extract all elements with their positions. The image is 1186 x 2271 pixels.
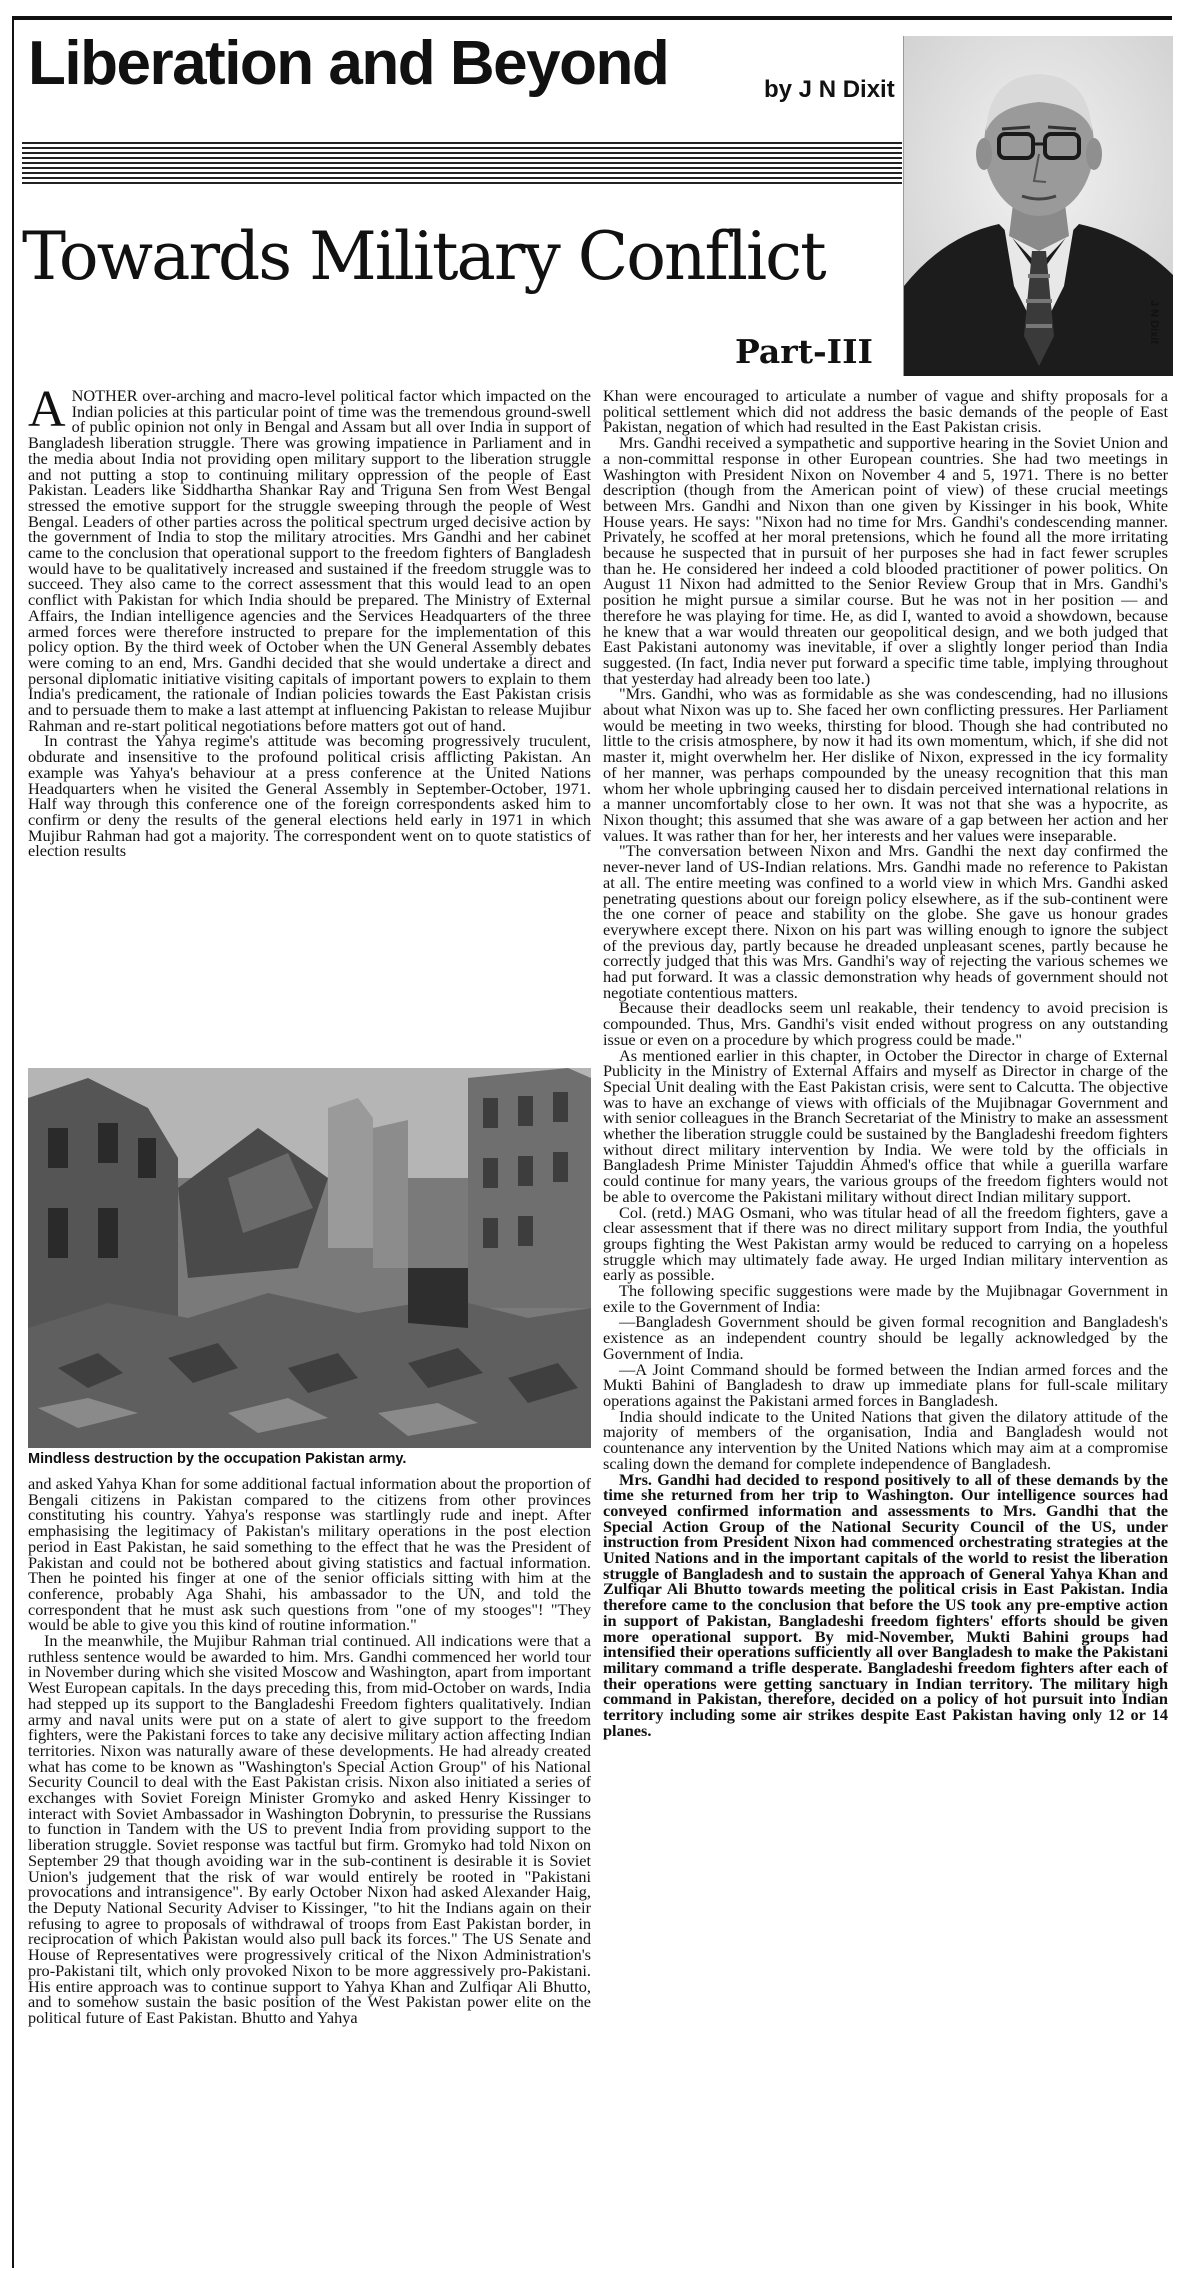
paragraph: Mrs. Gandhi had decided to respond positively to all of these demands by the time she returned from her trip to Washington. Our intelligence sources had conveyed confirmed information and assessments to Mrs. Gandhi that the Special Action Group of the National Security Council of the US, under instruction from President Nixon had commenced orchestrating strategies at the United Nations and in the important capitals of the world to resist the liberation struggle of Bangladesh and to sustain the approach of General Yahya Khan and Zulfiqar Ali Bhutto towards meeting the political crisis in East Pakistan. India therefore came to the conclusion that before the US took any pre-emptive action in support of Pakistan, Bangladeshi freedom fighters' efforts should be given more operational support. By mid-November, Mukti Bahini groups had intensified their operations sufficiently all over Bangladesh to make the Pakistani military command a trifle desperate. Bangladeshi freedom fighters after each of their operations were getting sanctuary in Indian territory. The military high command in Pakistan, therefore, decided on a policy of hot pursuit into Indian territory including some air strikes despite East Pakistan having only 12 or 14 planes. [603, 1469, 1168, 1740]
ruins-photo [28, 1068, 591, 1448]
masthead [22, 26, 902, 106]
author-portrait [903, 36, 1173, 376]
paragraph: —Bangladesh Government should be given formal recognition and Bangladesh's existence as an independent country should be legally acknowledged by the Government of India. [603, 1312, 1168, 1363]
paragraph: Col. (retd.) MAG Osmani, who was titular head of all the freedom fighters, gave a clear assessment that if there was no direct military support from India, the youthful groups fighting the West Pakistan army would be reduced to carrying on a hopeless struggle which may ultimately fade away. He urged Indian military intervention as early as possible. [603, 1202, 1168, 1285]
byline: by J N Dixit [764, 76, 895, 103]
series-title: Liberation and Beyond [28, 29, 669, 98]
paragraph: The following specific suggestions were made by the Mujibnagar Government in exile to the Government of India: [603, 1281, 1168, 1316]
paragraph: In the meanwhile, the Mujibur Rahman trial continued. All indications were that a ruthless sentence would be awarded to him. Mrs. Gandhi commenced her world tour in November during which she visited Moscow and Washington, apart from important West European capitals. In the days preceding this, from mid-October on wards, India had stepped up its support to the Bangladeshi Freedom fighters qualitatively. Indian army and naval units were put on a state of alert to give support to the freedom fighters, were the Pakistani forces to take any decisive military action affecting Indian territories. Nixon was naturally aware of these developments. He had already created what has come to be known as "Washington's Special Action Group" of his National Security Council to deal with the East Pakistan crisis. Nixon also initiated a series of exchanges with Soviet Foreign Minister Gromyko and asked Henry Kissinger to interact with Soviet Ambassador in Washington Dobrynin, to pressurise the Russians to function in Tandem with the US to prevent India from providing support to the liberation struggle. Soviet response was tactful but firm. Gromyko had told Nixon on September 29 that though avoiding war in the sub-continent is desirable it is Soviet Union's judgement that the risk of war would entirely be rooted in "Pakistani provocations and intransigence". By early October Nixon had asked Alexander Haig, the Deputy National Security Adviser to Kissinger, "to hit the Indians again on their refusing to agree to proposals of withdrawal of troops from East Pakistan border, in reciprocation of which Pakistan would also pull back its forces." The US Senate and House of Representatives were progressively critical of the Nixon Administration's pro-Pakistani tilt, which only provoked Nixon to be more aggressively pro-Pakistani. His entire approach was to continue support to Yahya Khan and Zulfiqar Ali Bhutto, and to somehow sustain the basic position of the West Pakistan power elite on the political future of East Pakistan. Bhutto and Yahya [28, 1631, 591, 2027]
part-label: Part-III [735, 332, 873, 371]
paragraph: ANOTHER over-arching and macro-level political factor which impacted on the Indian policies at this particular point of time was the tremendous ground-swell of public opinion not only in Bengal and Assam but all over India in support of Bangladesh liberation struggle. There was growing impatience in Parliament and in the media about India not providing open military support to the liberation struggle and not putting a stop to continuing military oppression of the people of East Pakistan. Leaders like Siddhartha Shankar Ray and Triguna Sen from West Bengal stressed the emotive support for the struggle sweeping through the people of West Bengal. Leaders of other parties across the political spectrum urged decisive action by the government of India to stop the military atrocities. Mrs Gandhi and her cabinet came to the conclusion that operational support to the freedom fighters of Bangladesh would have to be qualitatively increased and sustained if the freedom struggle was to succeed. They also came to the correct assessment that this would lead to an open conflict with Pakistan for which India should be prepared. The Ministry of External Affairs, the Indian intelligence agencies and the Services Headquarters of the three armed forces were therefore instructed to prepare for the implementation of this policy option. By the third week of October when the UN General Assembly debates were coming to an end, Mrs. Gandhi decided that she would undertake a direct and personal diplomatic initiative visiting capitals of important powers to explain to them India's predicament, the rationale of Indian policies towards the East Pakistan crisis and to persuade them to make a last attempt at influencing Pakistan to release Mujibur Rahman and re-start political negotiations before matters got out of hand. [28, 388, 591, 735]
paragraph: "The conversation between Nixon and Mrs. Gandhi the next day confirmed the never-never land of US-Indian relations. Mrs. Gandhi made no reference to Pakistan at all. The entire meeting was confined to a world view in which Mrs. Gandhi asked penetrating questions about our foreign policy elsewhere, as if the sub-continent were the one corner of peace and stability on the globe. She gave us honour grades everywhere except there. Nixon on his part was willing enough to ignore the subject of the previous day, partly because he dreaded unpleasant scenes, partly because he correctly judged that this was Mrs. Gandhi's way of rejecting the various schemes we had put forward. It was a classic demonstration why heads of government should not negotiate contentious matters. [603, 841, 1168, 1002]
paragraph: —A Joint Command should be formed between the Indian armed forces and the Mukti Bahini of Bangladesh to draw up immediate plans for full-scale military operations against the Pakistani armed forces in Bangladesh. [603, 1359, 1168, 1410]
portrait-photo [904, 36, 1173, 376]
photo-caption: Mindless destruction by the occupation Pakistan army. [28, 1451, 407, 1467]
portrait-credit: J N Dixit [1148, 300, 1160, 345]
top-rule [12, 16, 1172, 20]
paragraph: In contrast the Yahya regime's attitude was becoming progressively truculent, obdurate and insensitive to the profound political crisis afflicting Pakistan. An example was Yahya's behaviour at a press conference at the United Nations Headquarters when he visited the General Assembly in September-October, 1971. Half way through this conference one of the foreign correspondents asked him to confirm or deny the results of the general elections held early in 1971 in which Mujibur Rahman had got a majority. The correspondent went on to quote statistics of election results [28, 731, 591, 861]
column-left-top [28, 388, 591, 1064]
paragraph: As mentioned earlier in this chapter, in October the Director in charge of External Publicity in the Ministry of External Affairs and myself as Director in charge of the Special Unit dealing with the East Pakistan crisis, were sent to Calcutta. The objective was to have an exchange of views with officials of the Mujibnagar Government and with senior colleagues in the Branch Secretariat of the Ministry to make an assessment whether the liberation struggle could be sustained by the Bangladeshi freedom fighters without direct military intervention by India. We were told by the officials in Bangladesh Prime Minister Tajuddin Ahmed's office that while a guerilla warfare could continue for many years, the various groups of the freedom fighters would not be able to overcome the Pakistani military without direct Indian military support. [603, 1045, 1168, 1206]
headline: Towards Military Conflict [22, 218, 825, 295]
paragraph: Khan were encouraged to articulate a number of vague and shifty proposals for a political settlement which did not address the basic demands of the people of East Pakistan, negation of which had resulted in the East Pakistan crisis. [603, 388, 1168, 437]
column-left-bottom [28, 1476, 591, 2266]
paragraph: "Mrs. Gandhi, who was as formidable as she was condescending, had no illusions about what Nixon was up to. She faced her own conflicting pressures. Her Parliament would be meeting in two weeks, thirsting for blood. Though she had contributed no little to the crisis atmosphere, by now it had its own momentum, which, if she did not master it, might overwhelm her. Her dislike of Nixon, expressed in the icy formality of her manner, was perhaps compounded by the uneasy recognition that this man whom her whole upbringing caused her to disdain perceived international relations in a manner uncomfortably close to her own. It was not that she was a hypocrite, as Nixon thought; this assumed that she was aware of a gap between her action and her values. It was rather than for her, her interests and her values were inseparable. [603, 684, 1168, 845]
column-right [603, 388, 1168, 2268]
paragraph: Because their deadlocks seem unl reakable, their tendency to avoid precision is compounded. Thus, Mrs. Gandhi's visit ended without progress on any outstanding issue or even on a procedure by which progress could be made." [603, 998, 1168, 1049]
left-rule [12, 18, 14, 2268]
paragraph: Mrs. Gandhi received a sympathetic and supportive hearing in the Soviet Union and a non-committal response in other European countries. She had two meetings in Washington with President Nixon on November 4 and 5, 1971. There is no better description (though from the American point of view) of these crucial meetings between Mrs. Gandhi and Nixon than one given by Kissinger in his book, White House years. He says: "Nixon had no time for Mrs. Gandhi's condescending manner. Privately, he scoffed at her moral pretensions, which he found all the more irritating because he suspected that in pursuit of her purposes she had in fact fewer scruples than he. He considered her indeed a cold blooded practitioner of power politics. On August 11 Nixon had admitted to the Senior Review Group that in Mrs. Gandhi's position he might pursue a similar course. But he was not in her position — and therefore he was playing for time. He, as did I, wanted to avoid a showdown, because he knew that a war would threaten our geopolitical design, and we both judged that East Pakistani autonomy was inevitable, if over a slightly longer period than India suggested. (In fact, India never put forward a specific time table, implying throughout that yesterday had already been too late.) [603, 433, 1168, 688]
paragraph: and asked Yahya Khan for some additional factual information about the proportion of Bengali citizens in Pakistan compared to the citizens from other provinces constituting his country. Yahya's response was startlingly rude and inept. After emphasising the legitimacy of Pakistan's military operations in the post election period in East Pakistan, he said something to the effect that he was the President of Pakistan and could not be bothered about giving statistics and factual information. Then he pointed his finger at one of the senior officials sitting with him at the conference, probably Aga Shahi, his ambassador to the UN, and told the correspondent that he must ask such questions from "one of my stooges"! "They would be able to give you this kind of routine information." [28, 1476, 591, 1635]
destruction-photo [28, 1068, 591, 1448]
paragraph: India should indicate to the United Nations that given the dilatory attitude of the majority of members of the organisation, India and Bangladesh would not countenance any intervention by the United Nations which may aim at a compromise scaling down the demand for complete independence of Bangladesh. [603, 1406, 1168, 1473]
dropcap: A [28, 388, 66, 438]
hatched-divider [22, 142, 902, 184]
